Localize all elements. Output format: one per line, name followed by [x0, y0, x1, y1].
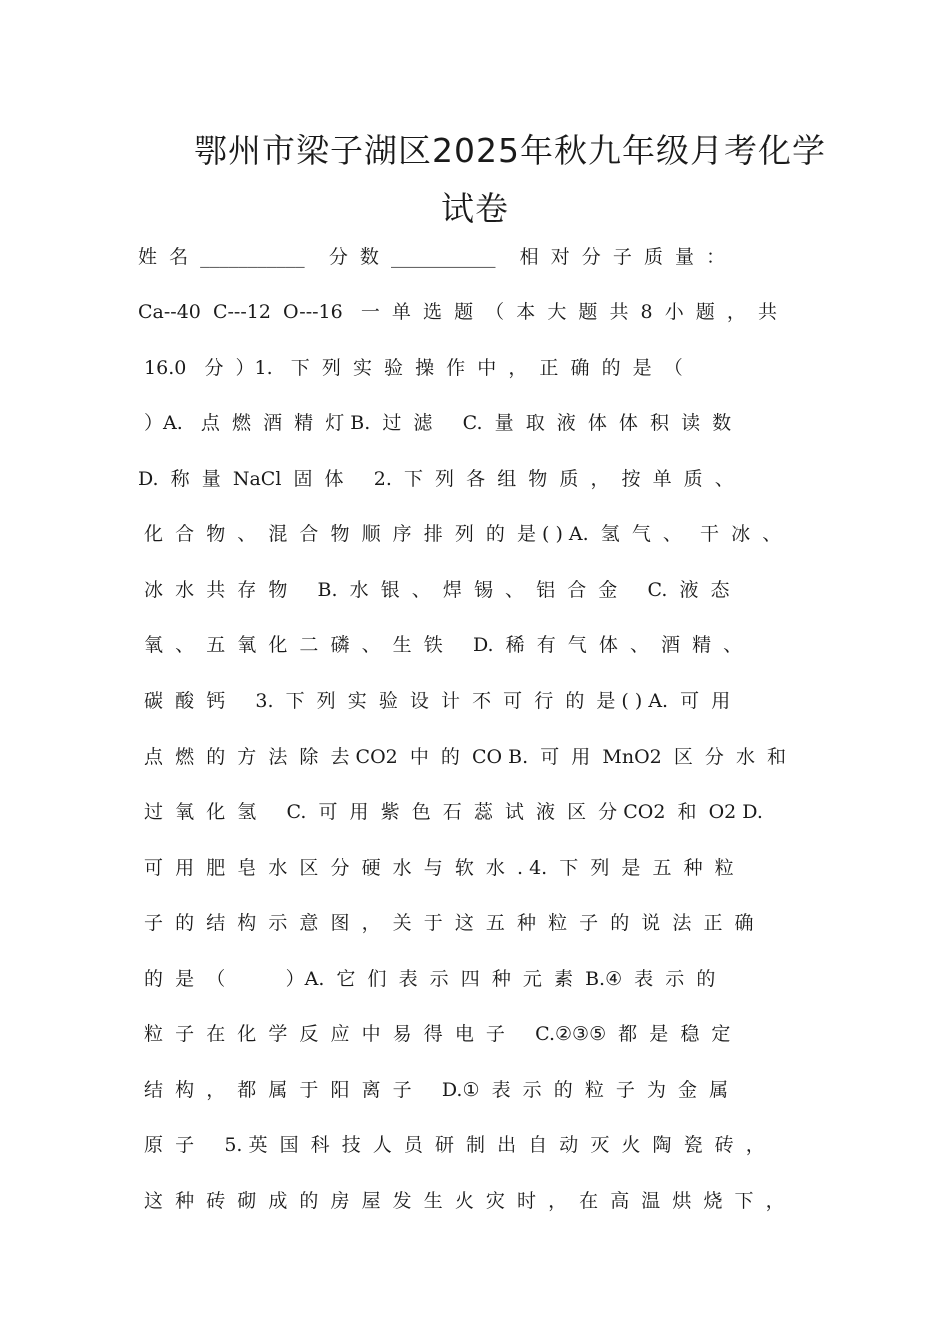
text-line: 可 用 肥 皂 水 区 分 硬 水 与 软 水 . 4. 下 列 是 五 种 粒 [138, 857, 734, 879]
text-line: 这 种 砖 砌 成 的 房 屋 发 生 火 灾 时 ， 在 高 温 烘 烧 下 ， [138, 1190, 785, 1212]
text-line: 结 构 ， 都 属 于 阳 离 子 D.① 表 示 的 粒 子 为 金 属 [138, 1079, 729, 1101]
text-line: 姓 名 ___________ 分 数 ___________ 相 对 分 子 质 量 ： [138, 246, 726, 268]
text-line: 子 的 结 构 示 意 图 ， 关 于 这 五 种 粒 子 的 说 法 正 确 [138, 912, 754, 934]
text-line: 过 氧 化 氢 C. 可 用 紫 色 石 蕊 试 液 区 分 CO2 和 O2 D. [138, 801, 763, 823]
text-line: 化 合 物 、 混 合 物 顺 序 排 列 的 是 ( ) A. 氢 气 、 干 冰 、 [138, 523, 782, 545]
text-line: 粒 子 在 化 学 反 应 中 易 得 电 子 C.②③⑤ 都 是 稳 定 [138, 1023, 731, 1045]
title-line-2: 试卷 [441, 189, 509, 228]
text-line: 点 燃 的 方 法 除 去 CO2 中 的 CO B. 可 用 MnO2 区 分 水 和 [138, 746, 787, 768]
title-line-1: 鄂州市梁子湖区2025年秋九年级月考化学 [194, 131, 826, 170]
text-line: D. 称 量 NaCl 固 体 2. 下 列 各 组 物 质 ， 按 单 质 、 [138, 468, 734, 490]
text-line: 碳 酸 钙 3. 下 列 实 验 设 计 不 可 行 的 是 ( ) A. 可 用 [138, 690, 731, 712]
text-line: Ca--40 C---12 O---16 一 单 选 题 （ 本 大 题 共 8 小 题 ， 共 [138, 301, 777, 323]
text-line: 原 子 5. 英 国 科 技 人 员 研 制 出 自 动 灭 火 陶 瓷 砖 ， [138, 1134, 765, 1156]
text-line: ）A. 点 燃 酒 精 灯 B. 过 滤 C. 量 取 液 体 体 积 读 数 [138, 412, 732, 434]
text-line: 16.0 分 ）1. 下 列 实 验 操 作 中 ， 正 确 的 是 （ [138, 357, 683, 379]
text-line: 氧 、 五 氧 化 二 磷 、 生 铁 D. 稀 有 气 体 、 酒 精 、 [138, 634, 743, 656]
text-line: 冰 水 共 存 物 B. 水 银 、 焊 锡 、 铝 合 金 C. 液 态 [138, 579, 730, 601]
text-line: 的 是 （ ）A. 它 们 表 示 四 种 元 素 B.④ 表 示 的 [138, 968, 716, 990]
